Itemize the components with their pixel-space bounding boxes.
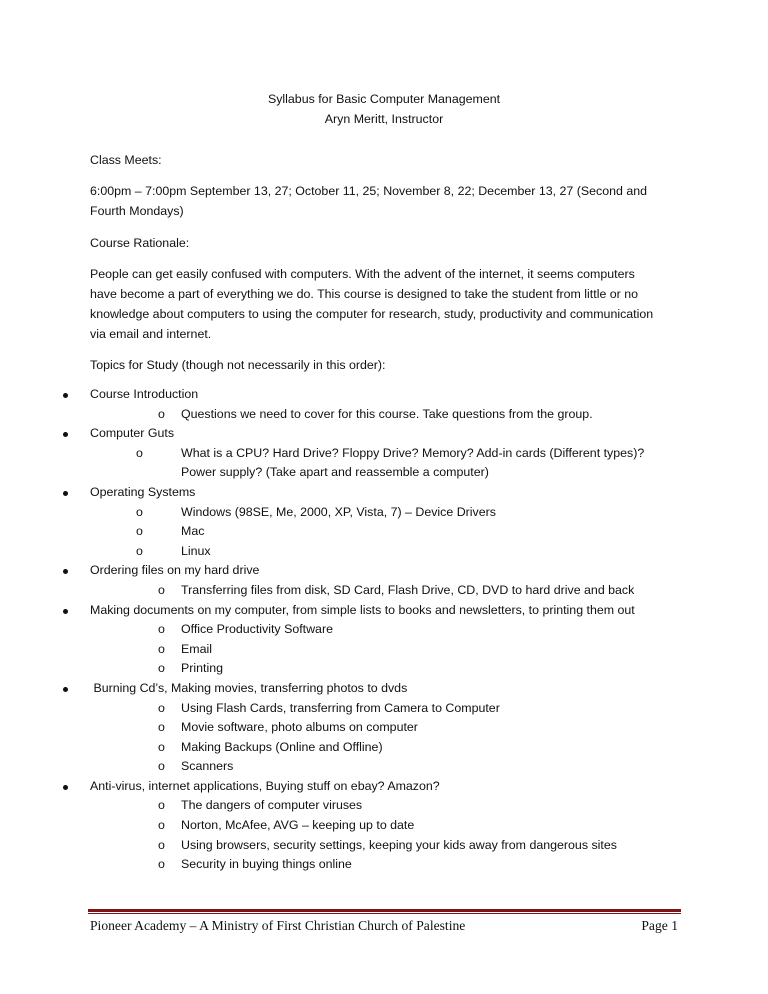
- rationale-line-4: via email and internet.: [90, 327, 212, 341]
- topic-label: Making documents on my computer, from simple lists to books and newsletters, to printing them out: [90, 602, 635, 617]
- rationale-line-2: have become a part of everything we do. This course is designed to take the student from little or no: [90, 287, 639, 301]
- list-item: [0, 777, 768, 797]
- circle-bullet-icon: o: [136, 524, 143, 539]
- topic-label: Anti-virus, internet applications, Buying stuff on ebay? Amazon?: [90, 778, 440, 793]
- subtopic-label: Mac: [181, 524, 205, 539]
- topic-label: Computer Guts: [90, 426, 175, 441]
- sub-list-item: [0, 816, 768, 836]
- circle-bullet-icon: o: [136, 445, 143, 460]
- bullet-icon: [63, 609, 68, 614]
- sub-list-item: [0, 699, 768, 719]
- sub-list-item: [0, 796, 768, 816]
- footer-rule-thin: [88, 913, 681, 914]
- sub-list-item: [0, 542, 768, 562]
- rationale-line-1: People can get easily confused with computers. With the advent of the internet, it seems computers: [90, 267, 635, 281]
- schedule-line-2: Fourth Mondays): [90, 204, 184, 218]
- subtopic-label: Email: [181, 641, 212, 656]
- topics-list: [0, 385, 768, 875]
- sub-list-item: [0, 503, 768, 523]
- document-title: Syllabus for Basic Computer Management: [267, 92, 501, 106]
- subtopic-label: Linux: [181, 543, 211, 558]
- footer-organization: Pioneer Academy – A Ministry of First Christian Church of Palestine: [90, 918, 466, 933]
- circle-bullet-icon: o: [158, 739, 165, 754]
- topic-label: Burning Cd’s, Making movies, transferring photos to dvds: [90, 680, 408, 695]
- circle-bullet-icon: o: [158, 857, 165, 872]
- sub-list-item-continuation: [0, 463, 768, 483]
- sub-list-item: [0, 522, 768, 542]
- sub-list-item: [0, 718, 768, 738]
- list-item: [0, 679, 768, 699]
- subtopic-label: Security in buying things online: [181, 857, 352, 872]
- subtopic-label: The dangers of computer viruses: [181, 798, 363, 813]
- subtopic-label: Using Flash Cards, transferring from Camera to Computer: [181, 700, 500, 715]
- page-number: Page 1: [641, 918, 678, 933]
- subtopic-label: Power supply? (Take apart and reassemble a computer): [181, 465, 489, 480]
- bullet-icon: [63, 569, 68, 574]
- sub-list-item: [0, 444, 768, 464]
- topic-label: Ordering files on my hard drive: [90, 563, 260, 578]
- topic-label: Course Introduction: [90, 387, 199, 401]
- circle-bullet-icon: o: [158, 837, 165, 852]
- subtopic-label: Norton, McAfee, AVG – keeping up to date: [181, 818, 415, 833]
- footer-rule: [88, 909, 681, 912]
- circle-bullet-icon: o: [158, 720, 165, 735]
- sub-list-item: [0, 405, 768, 425]
- subtopic-label: Using browsers, security settings, keeping your kids away from dangerous sites: [181, 837, 617, 852]
- circle-bullet-icon: o: [158, 759, 165, 774]
- list-item: [0, 424, 768, 444]
- bullet-icon: [63, 393, 68, 398]
- sub-list-item: [0, 581, 768, 601]
- subtopic-label: Movie software, photo albums on computer: [181, 720, 418, 735]
- sub-list-item: [0, 836, 768, 856]
- subtopic-label: Scanners: [181, 759, 234, 774]
- list-item: [0, 561, 768, 581]
- sub-list-item: [0, 620, 768, 640]
- list-item: [0, 601, 768, 621]
- circle-bullet-icon: o: [158, 582, 165, 597]
- sub-list-item: [0, 659, 768, 679]
- schedule-line-1: 6:00pm – 7:00pm September 13, 27; October 11, 25; November 8, 22; December 13, 27 (Second and: [90, 184, 647, 198]
- circle-bullet-icon: o: [136, 543, 143, 558]
- class-meets-label: Class Meets:: [90, 153, 162, 167]
- instructor-line: Aryn Meritt, Instructor: [324, 112, 444, 126]
- subtopic-label: Windows (98SE, Me, 2000, XP, Vista, 7) – Device Drivers: [181, 504, 496, 519]
- subtopic-label: What is a CPU? Hard Drive? Floppy Drive? Memory? Add-in cards (Different types)?: [181, 445, 645, 460]
- circle-bullet-icon: o: [158, 700, 165, 715]
- topics-label: Topics for Study (though not necessarily in this order):: [90, 358, 386, 372]
- sub-list-item: [0, 757, 768, 777]
- subtopic-label: Transferring files from disk, SD Card, Flash Drive, CD, DVD to hard drive and back: [181, 582, 635, 597]
- circle-bullet-icon: o: [158, 818, 165, 833]
- rationale-label: Course Rationale:: [90, 236, 190, 250]
- circle-bullet-icon: o: [158, 406, 165, 421]
- sub-list-item: [0, 640, 768, 660]
- sub-list-item: [0, 855, 768, 875]
- bullet-icon: [63, 432, 68, 437]
- circle-bullet-icon: o: [158, 641, 165, 656]
- circle-bullet-icon: o: [136, 504, 143, 519]
- bullet-icon: [63, 687, 68, 692]
- list-item: [0, 385, 768, 405]
- circle-bullet-icon: o: [158, 622, 165, 637]
- subtopic-label: Questions we need to cover for this course. Take questions from the group.: [181, 406, 593, 421]
- circle-bullet-icon: o: [158, 661, 165, 676]
- subtopic-label: Making Backups (Online and Offline): [181, 739, 383, 754]
- sub-list-item: [0, 738, 768, 758]
- rationale-line-3: knowledge about computers to using the computer for research, study, productivity and communication: [90, 307, 654, 321]
- subtopic-label: Office Productivity Software: [181, 622, 333, 637]
- list-item: [0, 483, 768, 503]
- topic-label: Operating Systems: [90, 484, 196, 499]
- bullet-icon: [63, 785, 68, 790]
- bullet-icon: [63, 491, 68, 496]
- circle-bullet-icon: o: [158, 798, 165, 813]
- subtopic-label: Printing: [181, 661, 224, 676]
